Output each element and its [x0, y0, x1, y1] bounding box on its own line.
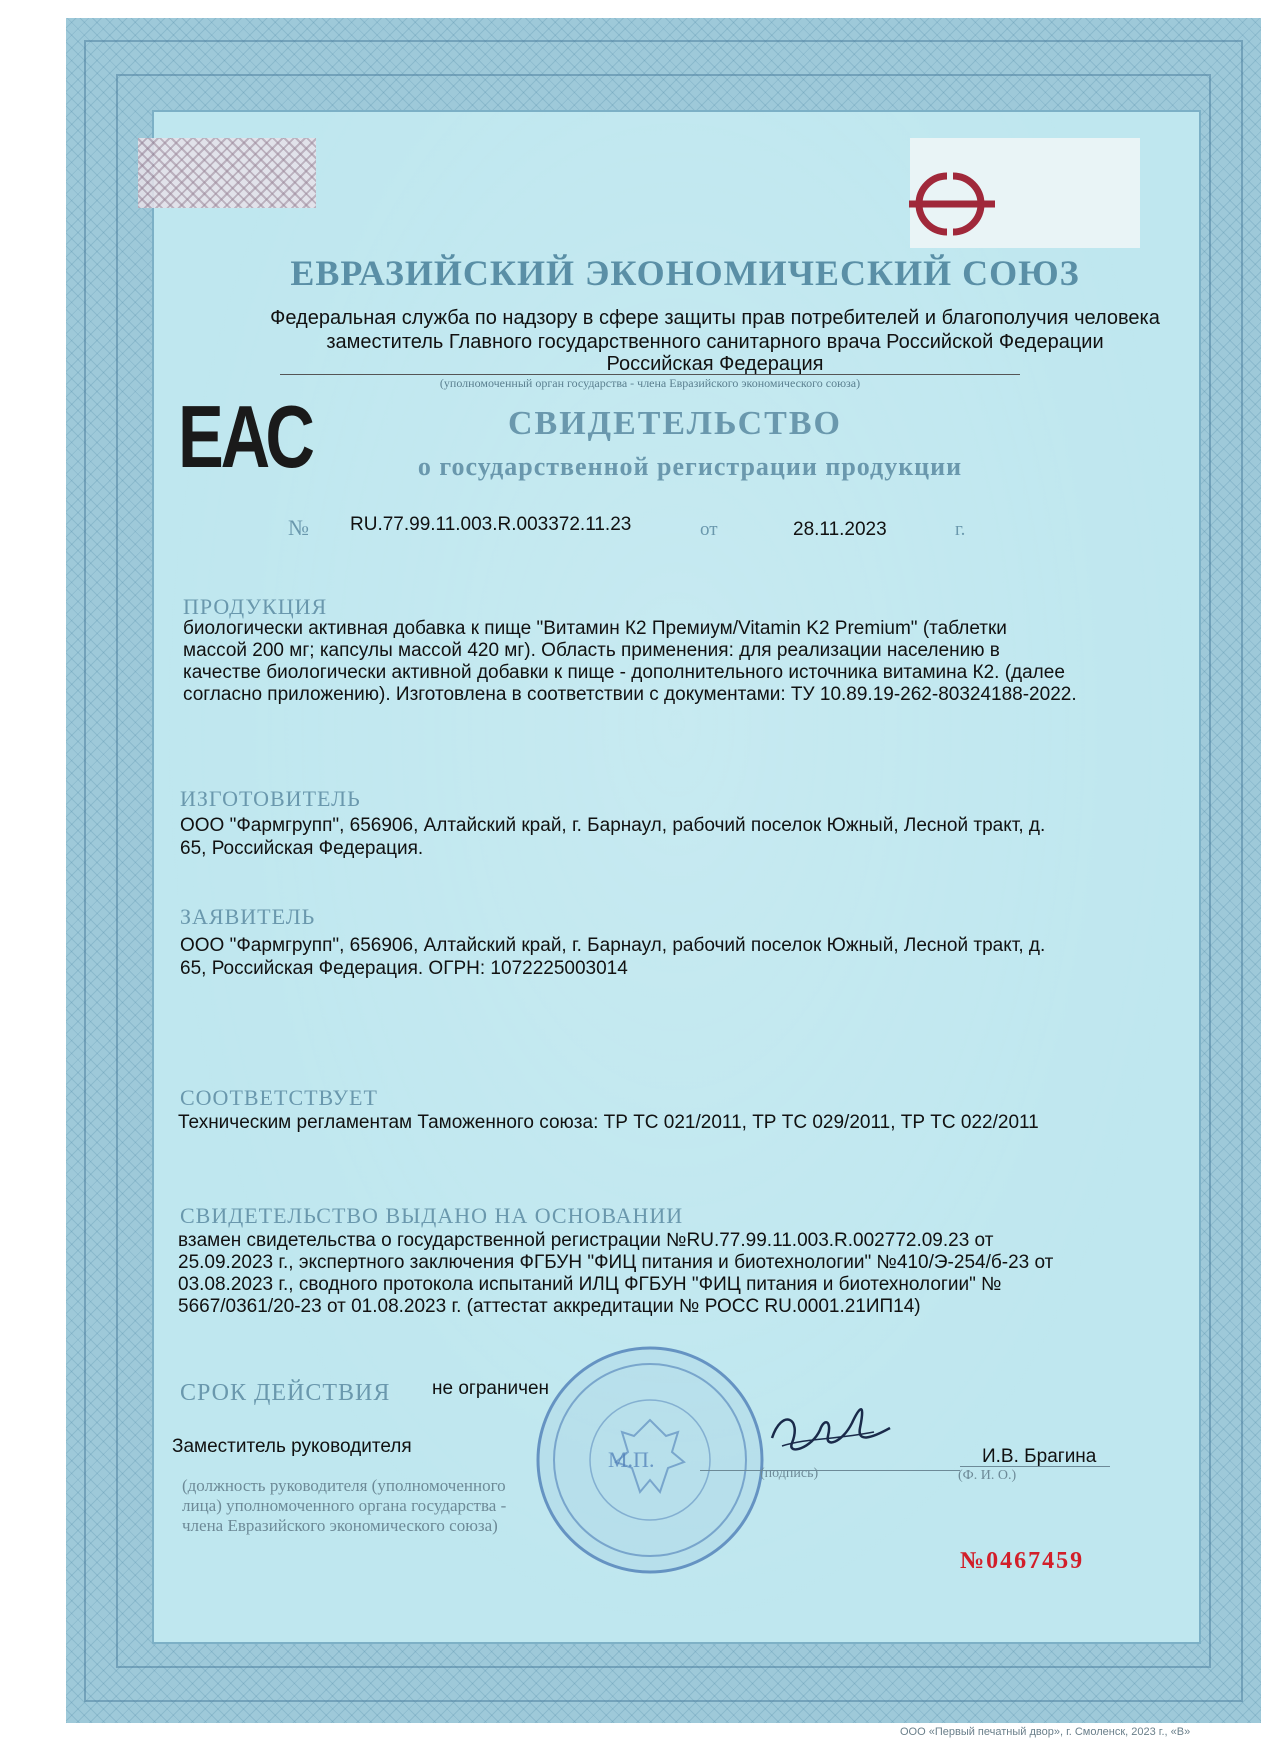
printer-footer: ООО «Первый печатный двор», г. Смоленск, 2023 г., «В»: [900, 1726, 1191, 1738]
blank-serial-number: №0467459: [960, 1548, 1085, 1574]
certificate-number: RU.77.99.11.003.R.003372.11.23: [350, 514, 632, 535]
signatory-position: Заместитель руководителя: [172, 1436, 412, 1457]
hologram-sticker: [138, 138, 316, 208]
stamp-mp-label: М.П.: [608, 1447, 655, 1472]
eac-mark-icon: [178, 387, 312, 486]
certificate-subtitle: о государственной регистрации продукции: [417, 452, 963, 481]
validity-value: не ограничен: [432, 1378, 550, 1399]
product-line-3: качестве биологически активной добавки к пище - дополнительного источника витамина К2. (далее: [183, 662, 1065, 683]
signature-line: [700, 1470, 960, 1471]
applicant-line-2: 65, Российская Федерация. ОГРН: 1072225003014: [180, 958, 628, 979]
validity-heading: СРОК ДЕЙСТВИЯ: [180, 1380, 391, 1406]
year-suffix: г.: [955, 519, 966, 540]
product-line-1: биологически активная добавка к пище "Витамин К2 Премиум/Vitamin K2 Premium" (таблетки: [183, 618, 1007, 639]
basis-line-4: 5667/0361/20-23 от 01.08.2023 г. (аттестат аккредитации № РОСС RU.0001.21ИП14): [178, 1296, 921, 1317]
applicant-heading: ЗАЯВИТЕЛЬ: [180, 904, 316, 929]
certificate-date: 28.11.2023: [793, 519, 887, 540]
basis-heading: СВИДЕТЕЛЬСТВО ВЫДАНО НА ОСНОВАНИИ: [180, 1203, 684, 1228]
manufacturer-line-1: ООО "Фармгрупп", 656906, Алтайский край, г. Барнаул, рабочий поселок Южный, Лесной тракт, д.: [180, 815, 1046, 836]
handwritten-signature-icon: [762, 1388, 902, 1468]
manufacturer-line-2: 65, Российская Федерация.: [180, 838, 424, 859]
agency-line-2: заместитель Главного государственного санитарного врача Российской Федерации: [326, 331, 1104, 353]
position-caption-line-1: (должность руководителя (уполномоченного: [182, 1476, 506, 1495]
certificate-title: СВИДЕТЕЛЬСТВО: [508, 405, 842, 442]
signature-caption: (подпись): [760, 1466, 819, 1481]
fio-line: [960, 1466, 1110, 1467]
product-heading: ПРОДУКЦИЯ: [183, 594, 328, 619]
basis-line-1: взамен свидетельства о государственной регистрации №RU.77.99.11.003.R.002772.09.23 от: [178, 1230, 994, 1251]
signatory-name: И.В. Брагина: [982, 1446, 1097, 1467]
basis-line-2: 25.09.2023 г., экспертного заключения ФГБУН "ФИЦ питания и биотехнологии" №410/Э-254/б-23 от: [178, 1252, 1054, 1273]
date-label: от: [700, 519, 718, 540]
product-line-4: согласно приложению). Изготовлена в соответствии с документами: ТУ 10.89.19-262-80324188-2022.: [183, 684, 1077, 705]
applicant-line-1: ООО "Фармгрупп", 656906, Алтайский край, г. Барнаул, рабочий поселок Южный, Лесной тракт, д.: [180, 935, 1046, 956]
union-title: ЕВРАЗИЙСКИЙ ЭКОНОМИЧЕСКИЙ СОЮЗ: [290, 253, 1080, 293]
basis-line-3: 03.08.2023 г., сводного протокола испытаний ИЛЦ ФГБУН "ФИЦ питания и биотехнологии" №: [178, 1274, 1002, 1295]
agency-caption: (уполномоченный орган государства - члена Евразийского экономического союза): [439, 376, 861, 390]
eac-mark-text: ЕАС: [178, 387, 312, 486]
product-line-2: массой 200 мг; капсулы массой 420 мг). Область применения: для реализации населению в: [183, 640, 1000, 661]
agency-rule: [280, 374, 1020, 375]
agency-line-1: Федеральная служба по надзору в сфере защиты прав потребителей и благополучия человека: [270, 307, 1160, 329]
position-caption-line-3: члена Евразийского экономического союза): [182, 1516, 498, 1535]
fio-caption: (Ф. И. О.): [958, 1468, 1017, 1483]
position-caption-line-2: лица) уполномоченного органа государства -: [182, 1496, 507, 1515]
agency-line-3: Российская Федерация: [606, 353, 824, 375]
number-label: №: [288, 515, 309, 540]
conformity-heading: СООТВЕТСТВУЕТ: [180, 1085, 378, 1110]
se-logo-icon: [895, 162, 1010, 247]
manufacturer-heading: ИЗГОТОВИТЕЛЬ: [180, 786, 361, 811]
conformity-text: Техническим регламентам Таможенного союза: ТР ТС 021/2011, ТР ТС 029/2011, ТР ТС 022/2011: [178, 1112, 1039, 1133]
